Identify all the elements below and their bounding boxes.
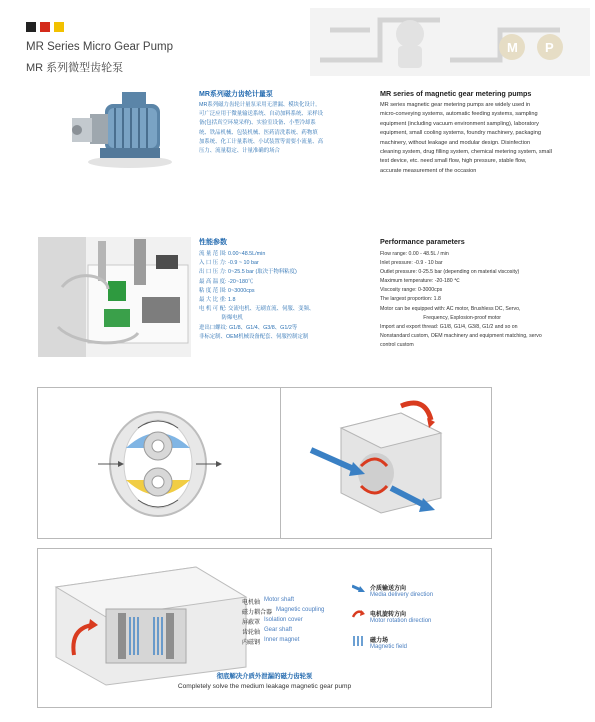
deco-letter-m: M bbox=[507, 40, 518, 55]
spec-en-line: Maximum temperature: -20-180 ℃ bbox=[380, 278, 460, 285]
section1-cn-line: MR系列磁力齿轮计量泵采用无泄漏、模块化设计, bbox=[199, 102, 317, 108]
section1-en-line: machinery, without leakage and modular design. Disinfection bbox=[380, 139, 531, 146]
section1-cn-line: 加系统、化工计量系统、小试装置等需要小流量、高 bbox=[199, 138, 323, 145]
header-square-black bbox=[26, 22, 36, 32]
legend-magnetic-field bbox=[352, 635, 407, 650]
page-title-cn: MR 系列微型齿轮泵 bbox=[26, 62, 124, 74]
header-square-red bbox=[40, 22, 50, 32]
spec-en-line: Inlet pressure: -0.9 - 10 bar bbox=[380, 260, 443, 267]
section1-en-title: MR series of magnetic gear metering pumps bbox=[380, 89, 532, 98]
magnetic-field-icon bbox=[352, 635, 366, 647]
installation-photo bbox=[38, 237, 191, 357]
gear-flow-diagram bbox=[37, 387, 282, 539]
callout-en: Isolation cover bbox=[264, 617, 303, 623]
spec-en-line: Import and export thread: G1/8, G1/4, G3/8, G1/2 and so on bbox=[380, 323, 518, 330]
section1-cn-line: 压力、流量稳定、计量准确的场合 bbox=[199, 148, 280, 155]
pump-motor-photo bbox=[60, 84, 175, 172]
section1-cn-title: MR系列磁力齿轮计量泵 bbox=[199, 91, 273, 98]
section1-en-line: test device, etc. need small flow, high pressure, stable flow, bbox=[380, 158, 527, 165]
spec-cn-line: 非标定制、OEM机械设备配套、伺服控制定制 bbox=[199, 333, 309, 340]
section1-en-text bbox=[380, 101, 585, 176]
legend-cn: 电机旋转方向 bbox=[370, 612, 407, 618]
section1-en-line: cleaning system, drug filling system, chemical metering system, small bbox=[380, 149, 552, 156]
spec-en-line: Motor can be equipped with: AC motor, Brushless DC, Servo, bbox=[380, 305, 521, 312]
callout-motor-shaft bbox=[242, 597, 392, 607]
spec-cn-line: 最 高 温 度: -20~180℃ bbox=[199, 278, 254, 285]
diagram-caption-en: Completely solve the medium leakage magnetic gear pump bbox=[177, 683, 352, 690]
section2-cn-text bbox=[199, 250, 374, 342]
spec-cn-line: 流 量 范 围: 0.00~48.5L/min bbox=[199, 251, 266, 257]
spec-cn-line: 入 口 压 力: -0.9 ~ 10 bar bbox=[199, 260, 259, 267]
section1-en-line: equipment (including vacuum environment sampling), laboratory bbox=[380, 120, 539, 127]
spec-cn-line: 出 口 压 力: 0~25.5 bar (取决于物料粘度) bbox=[199, 269, 297, 276]
page-title-en: MR Series Micro Gear Pump bbox=[26, 41, 173, 53]
section1-en-line: equipment, small cooling systems, foundry machinery, packaging bbox=[380, 130, 541, 137]
section1-cn-line: 备(包括真空环境采样)、实验室设备、小型冷却系 bbox=[199, 120, 316, 127]
spec-cn-line: 防爆电机 bbox=[199, 315, 244, 322]
callout-cn: 电机轴 bbox=[242, 600, 261, 606]
section1-en-line: accurate measurement of the occasion bbox=[380, 167, 477, 174]
legend-cn: 介质输送方向 bbox=[370, 586, 407, 592]
callout-cn: 齿轮轴 bbox=[242, 630, 261, 636]
red-arrow-icon bbox=[352, 609, 366, 619]
callout-en: Inner magnet bbox=[264, 637, 300, 643]
callout-cn: 内磁钢 bbox=[242, 640, 261, 646]
callout-cn: 屏蔽罩 bbox=[242, 620, 261, 626]
pump-block-diagram bbox=[280, 387, 492, 539]
header-square-yellow bbox=[54, 22, 64, 32]
spec-en-line: The largest proportion: 1.8 bbox=[380, 296, 441, 303]
blue-arrow-icon bbox=[352, 583, 366, 593]
section2-cn-title: 性能参数 bbox=[199, 239, 227, 246]
header-decoration bbox=[300, 0, 595, 80]
legend-en: Magnetic field bbox=[370, 644, 408, 650]
deco-letter-p: P bbox=[545, 40, 554, 55]
spec-en-line: Flow range: 0.00 - 48.5L / min bbox=[380, 251, 449, 257]
spec-en-line: Outlet pressure: 0-25.5 bar (depending on material viscosity) bbox=[380, 269, 520, 276]
callout-cn: 磁力耦合器 bbox=[242, 610, 273, 616]
section2-en-title: Performance parameters bbox=[380, 237, 465, 246]
spec-cn-line: 进出口螺纹: G1/8、G1/4、G3/8、G1/2等 bbox=[199, 324, 298, 331]
callout-en: Magnetic coupling bbox=[276, 607, 325, 613]
section1-cn-line: 可广泛应用于微量输送系统、自动加料系统、采样设 bbox=[199, 111, 323, 118]
spec-en-line: Frequency, Explosion-proof motor bbox=[380, 314, 501, 321]
spec-cn-line: 电 机 可 配: 交流电机、无刷直流、伺服、变频、 bbox=[199, 306, 315, 313]
section1-cn-line: 统、铁品机械、包装机械、医药清洗系统、药物填 bbox=[199, 129, 318, 136]
legend-en: Motor rotation direction bbox=[370, 618, 432, 624]
spec-cn-line: 最 大 比 重: 1.8 bbox=[199, 297, 236, 304]
section1-en-line: MR series magnetic gear metering pumps are widely used in bbox=[380, 102, 531, 108]
legend-media-direction bbox=[352, 583, 433, 598]
spec-en-line: Nonstandard custom, OEM machinery and equipment matching, servo bbox=[380, 332, 542, 339]
legend-en: Media delivery direction bbox=[370, 592, 434, 598]
spec-en-line: control custom bbox=[380, 341, 414, 348]
section2-en-text bbox=[380, 250, 585, 350]
spec-cn-line: 粘 度 范 围: 0~3000cps bbox=[199, 287, 255, 294]
callout-en: Motor shaft bbox=[264, 597, 295, 603]
diagram-caption-cn: 彻底解决介质外泄漏的磁力齿轮泵 bbox=[216, 673, 313, 680]
legend-cn: 磁力场 bbox=[370, 638, 389, 644]
spec-en-line: Viscosity range: 0-3000cps bbox=[380, 287, 443, 294]
section1-en-line: micro-conveying systems, automatic feeding systems, sampling bbox=[380, 111, 538, 118]
callout-en: Gear shaft bbox=[264, 627, 293, 633]
legend-motor-rotation bbox=[352, 609, 431, 624]
section1-cn-text bbox=[199, 101, 371, 156]
magnetic-coupling-diagram bbox=[37, 548, 492, 708]
